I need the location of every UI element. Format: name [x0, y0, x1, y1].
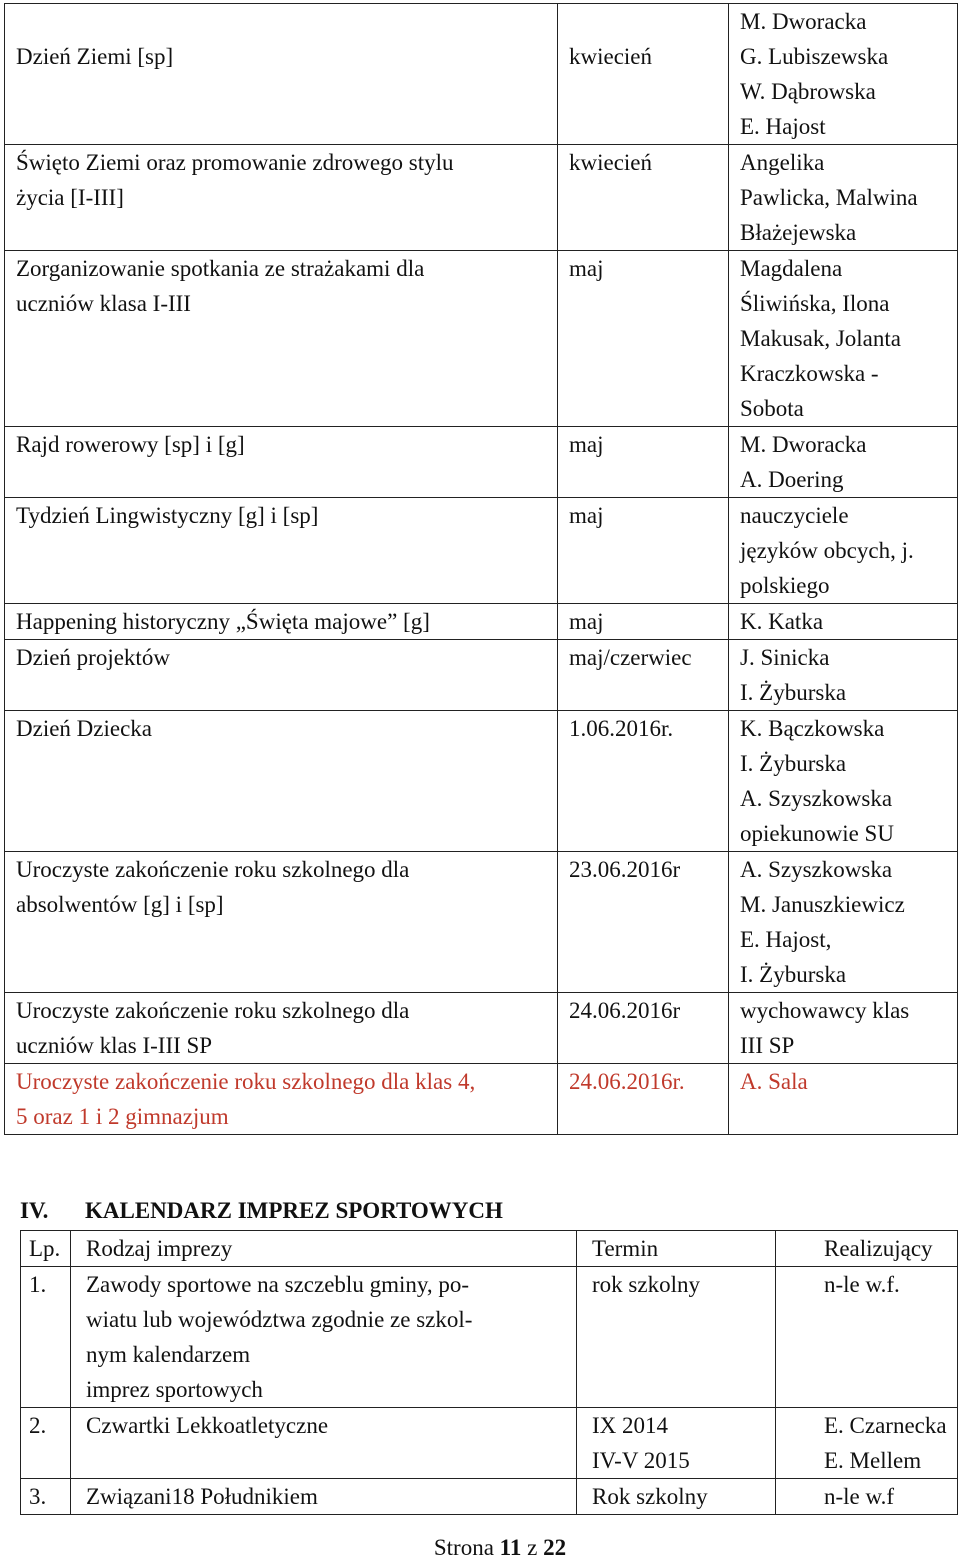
event-date: [558, 4, 729, 145]
sports-event-name-line: Czwartki Lekkoatletyczne: [86, 1413, 329, 1438]
event-responsible-line: A. Sala: [740, 1069, 808, 1094]
event-row: [5, 711, 958, 852]
event-name-line: Uroczyste zakończenie roku szkolnego dla: [16, 857, 410, 882]
event-row: [5, 427, 958, 498]
event-responsible-line: A. Szyszkowska: [740, 786, 893, 811]
sports-responsible: [776, 1408, 958, 1479]
sports-row: [21, 1479, 958, 1515]
event-name: [5, 604, 558, 640]
event-responsible-line: Pawlicka, Malwina: [740, 185, 918, 210]
event-name: [5, 1064, 558, 1135]
event-date-line: 24.06.2016r.: [569, 1069, 685, 1094]
page-footer: [0, 1532, 960, 1564]
event-name-line: uczniów klas I-III SP: [16, 1033, 213, 1058]
events-table: [4, 3, 958, 1135]
event-row: [5, 993, 958, 1064]
event-date: [558, 145, 729, 251]
event-date-line: maj: [569, 503, 604, 528]
event-name: [5, 993, 558, 1064]
section-title: KALENDARZ IMPREZ SPORTOWYCH: [85, 1198, 503, 1223]
event-responsible-line: języków obcych, j.: [740, 538, 914, 563]
event-name-line: Zorganizowanie spotkania ze strażakami dla: [16, 256, 425, 281]
sports-event-name: [71, 1408, 577, 1479]
event-responsible-line: Śliwińska, Ilona: [740, 291, 890, 316]
event-name-line: Dzień Dziecka: [16, 716, 153, 741]
event-row: [5, 640, 958, 711]
footer-page-number: 11: [499, 1535, 522, 1560]
event-date-line: maj/czerwiec: [569, 645, 692, 670]
event-date: [558, 1064, 729, 1135]
event-name: [5, 852, 558, 993]
event-name: [5, 251, 558, 427]
section-number: IV.: [20, 1198, 49, 1223]
event-row: [5, 145, 958, 251]
event-responsible-line: J. Sinicka: [740, 645, 830, 670]
event-responsible-line: G. Lubiszewska: [740, 44, 889, 69]
sports-event-name-line: nym kalendarzem: [86, 1342, 251, 1367]
sports-header-row: [21, 1231, 958, 1267]
sports-lp: 2.: [21, 1408, 71, 1479]
event-responsible-line: I. Żyburska: [740, 962, 847, 987]
event-responsible: [729, 604, 958, 640]
event-date-line: maj: [569, 609, 604, 634]
sports-lp: 3.: [21, 1479, 71, 1515]
event-date-line: 1.06.2016r.: [569, 716, 674, 741]
sports-date: [577, 1267, 776, 1408]
sports-responsible-line: E. Czarnecka: [824, 1413, 947, 1438]
event-responsible: [729, 993, 958, 1064]
sports-event-name-line: Związani18 Południkiem: [86, 1484, 318, 1509]
event-responsible-line: Sobota: [740, 396, 804, 421]
event-row: [5, 604, 958, 640]
event-date: [558, 498, 729, 604]
event-responsible-line: E. Hajost: [740, 114, 826, 139]
event-date: [558, 427, 729, 498]
event-responsible-line: A. Doering: [740, 467, 844, 492]
event-responsible: [729, 4, 958, 145]
sports-event-name: [71, 1267, 577, 1408]
event-responsible: [729, 852, 958, 993]
spacer: [16, 4, 549, 39]
event-date-line: 24.06.2016r: [569, 998, 681, 1023]
event-date-line: kwiecień: [569, 44, 653, 69]
sports-responsible: [776, 1479, 958, 1515]
event-responsible-line: K. Katka: [740, 609, 824, 634]
sports-date: [577, 1479, 776, 1515]
event-responsible-line: Kraczkowska -: [740, 361, 879, 386]
event-responsible: [729, 498, 958, 604]
event-responsible-line: K. Bączkowska: [740, 716, 885, 741]
event-responsible: [729, 145, 958, 251]
event-responsible: [729, 640, 958, 711]
sports-row: [21, 1408, 958, 1479]
sports-date-line: rok szkolny: [592, 1272, 700, 1297]
event-row: [5, 4, 958, 145]
event-name: [5, 145, 558, 251]
event-date: [558, 640, 729, 711]
header-responsible: Realizujący: [776, 1231, 958, 1267]
event-date-line: maj: [569, 432, 604, 457]
event-name-line: 5 oraz 1 i 2 gimnazjum: [16, 1104, 229, 1129]
event-date-line: kwiecień: [569, 150, 653, 175]
sports-lp: 1.: [21, 1267, 71, 1408]
event-name-line: uczniów klasa I-III: [16, 291, 191, 316]
event-name-line: Rajd rowerowy [sp] i [g]: [16, 432, 245, 457]
event-name: [5, 640, 558, 711]
event-responsible-line: Angelika: [740, 150, 825, 175]
event-responsible-line: wychowawcy klas: [740, 998, 910, 1023]
event-responsible-line: M. Januszkiewicz: [740, 892, 905, 917]
event-name-line: Tydzień Lingwistyczny [g] i [sp]: [16, 503, 319, 528]
event-name: [5, 711, 558, 852]
sports-event-name: [71, 1479, 577, 1515]
spacer: [569, 4, 720, 39]
event-responsible-line: M. Dworacka: [740, 9, 867, 34]
event-name-line: absolwentów [g] i [sp]: [16, 892, 224, 917]
event-responsible: [729, 711, 958, 852]
event-name-line: Uroczyste zakończenie roku szkolnego dla: [16, 998, 410, 1023]
event-responsible-line: A. Szyszkowska: [740, 857, 893, 882]
sports-responsible: [776, 1267, 958, 1408]
event-row: [5, 852, 958, 993]
event-responsible-line: III SP: [740, 1033, 795, 1058]
event-responsible-line: opiekunowie SU: [740, 821, 894, 846]
event-name-line: Happening historyczny „Święta majowe” [g]: [16, 609, 430, 634]
event-name-line: życia [I-III]: [16, 185, 124, 210]
event-date-line: maj: [569, 256, 604, 281]
event-responsible-line: I. Żyburska: [740, 680, 847, 705]
event-date: [558, 604, 729, 640]
sports-responsible-line: n-le w.f: [824, 1484, 895, 1509]
event-name-line: Dzień projektów: [16, 645, 170, 670]
footer-total-pages: 22: [543, 1535, 567, 1560]
event-responsible: [729, 427, 958, 498]
event-date: [558, 251, 729, 427]
sports-date-line: IV-V 2015: [592, 1448, 690, 1473]
event-responsible-line: E. Hajost,: [740, 927, 832, 952]
footer-prefix: Strona: [433, 1535, 494, 1560]
header-lp: Lp.: [21, 1231, 71, 1267]
sports-date-line: Rok szkolny: [592, 1484, 708, 1509]
event-name: [5, 498, 558, 604]
section-heading: [20, 1195, 503, 1227]
sports-date-line: IX 2014: [592, 1413, 669, 1438]
event-row: [5, 498, 958, 604]
event-date: [558, 852, 729, 993]
sports-event-name-line: imprez sportowych: [86, 1377, 263, 1402]
event-responsible-line: Magdalena: [740, 256, 843, 281]
event-responsible: [729, 1064, 958, 1135]
sports-responsible-line: n-le w.f.: [824, 1272, 900, 1297]
sports-row: [21, 1267, 958, 1408]
sports-table: [20, 1230, 958, 1515]
event-name: [5, 427, 558, 498]
event-responsible-line: I. Żyburska: [740, 751, 847, 776]
event-responsible-line: polskiego: [740, 573, 830, 598]
event-row: [5, 1064, 958, 1135]
event-responsible-line: Makusak, Jolanta: [740, 326, 901, 351]
sports-responsible-line: E. Mellem: [824, 1448, 922, 1473]
event-date-line: 23.06.2016r: [569, 857, 681, 882]
event-name-line: Dzień Ziemi [sp]: [16, 44, 174, 69]
footer-of: z: [527, 1535, 538, 1560]
event-name-line: Uroczyste zakończenie roku szkolnego dla klas 4,: [16, 1069, 476, 1094]
sports-event-name-line: Zawody sportowe na szczeblu gminy, po-: [86, 1272, 470, 1297]
event-row: [5, 251, 958, 427]
header-date: Termin: [577, 1231, 776, 1267]
header-event-type: Rodzaj imprezy: [71, 1231, 577, 1267]
sports-date: [577, 1408, 776, 1479]
event-responsible-line: W. Dąbrowska: [740, 79, 876, 104]
event-date: [558, 993, 729, 1064]
event-name-line: Święto Ziemi oraz promowanie zdrowego stylu: [16, 150, 454, 175]
sports-event-name-line: wiatu lub województwa zgodnie ze szkol-: [86, 1307, 473, 1332]
event-responsible-line: M. Dworacka: [740, 432, 867, 457]
event-responsible-line: nauczyciele: [740, 503, 849, 528]
event-responsible: [729, 251, 958, 427]
event-responsible-line: Błażejewska: [740, 220, 857, 245]
event-date: [558, 711, 729, 852]
event-name: [5, 4, 558, 145]
